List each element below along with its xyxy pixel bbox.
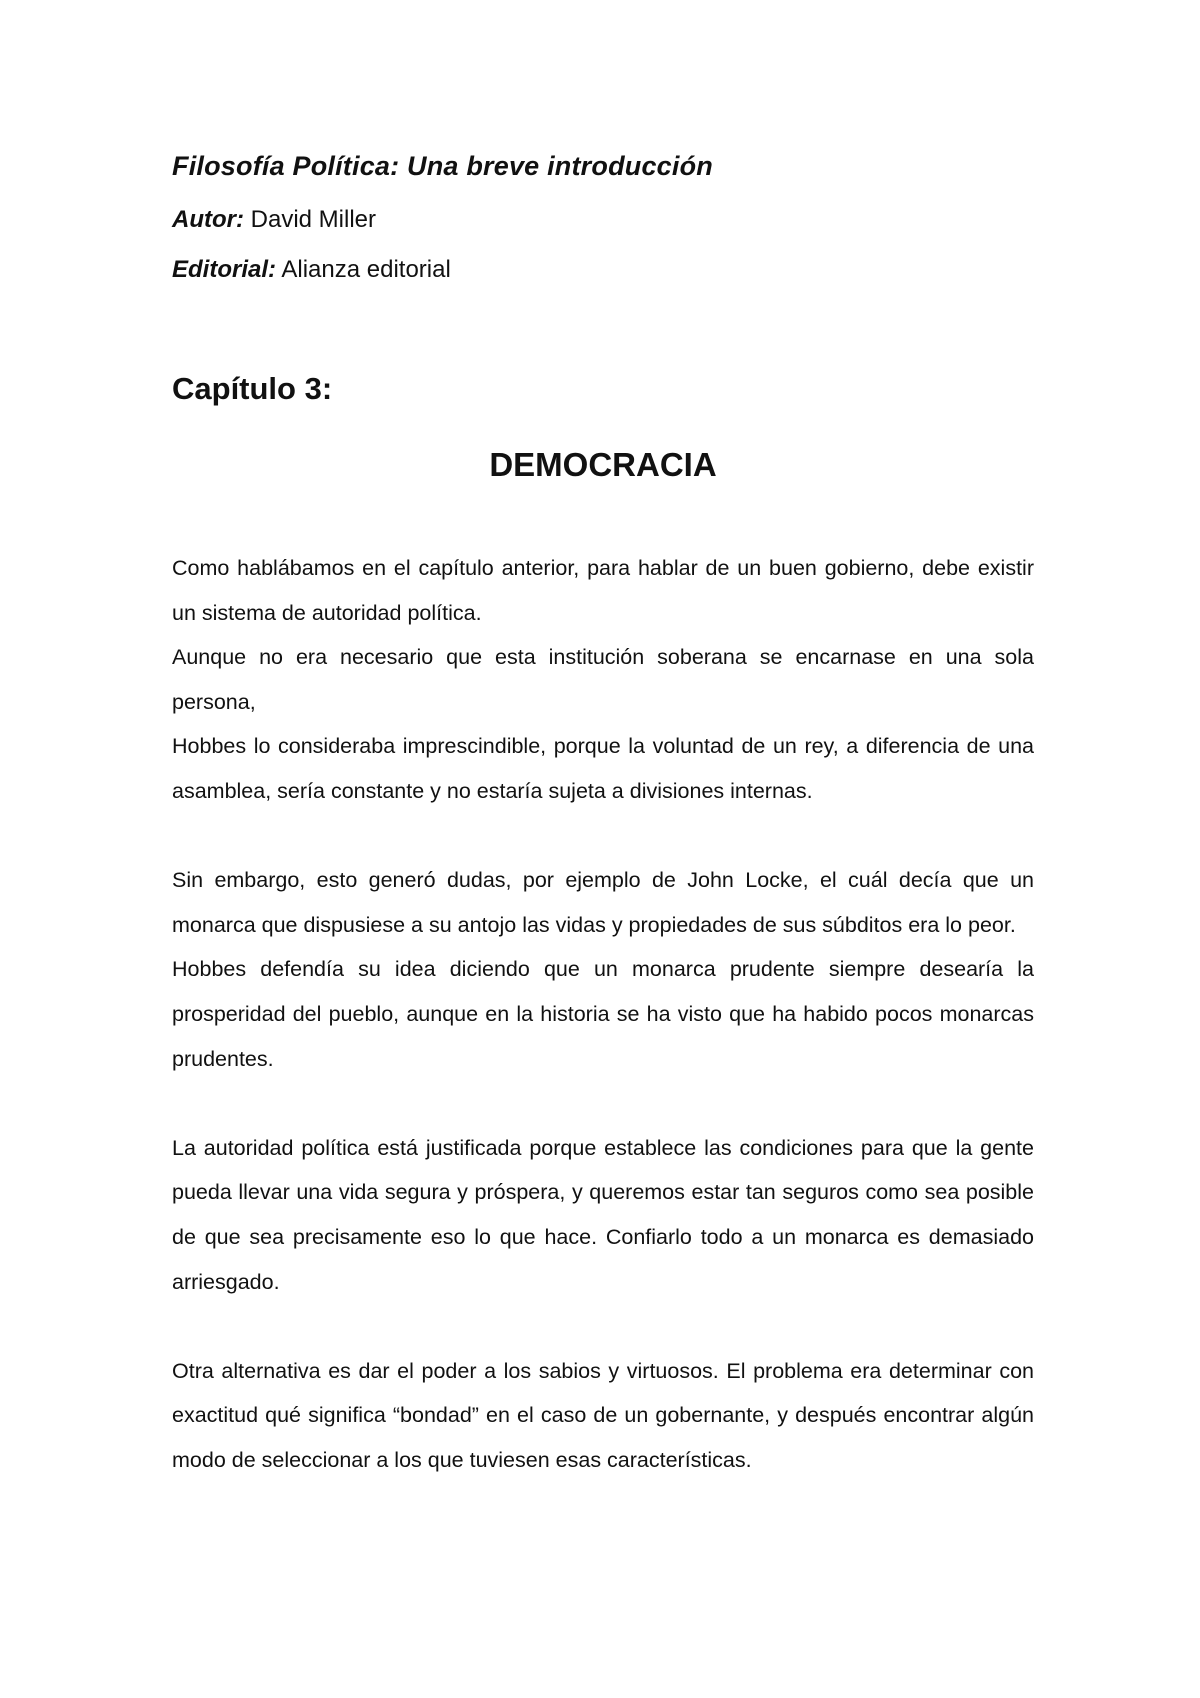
paragraph-line: Sin embargo, esto generó dudas, por ejemplo de John Locke, el cuál decía que un monarca que dispusiese a su antojo las vidas y propiedades de sus súbditos era lo peor. [172, 868, 1034, 937]
book-title: Filosofía Política: Una breve introducción [172, 151, 713, 181]
publisher-line [172, 248, 1034, 292]
author-label: Autor: [172, 206, 244, 233]
publisher-label: Editorial: [172, 256, 277, 283]
paragraph-2 [172, 858, 1034, 1081]
paragraph-line: Aunque no era necesario que esta institución soberana se encarnase en una sola persona, [172, 645, 1034, 714]
chapter-title: DEMOCRACIA [489, 446, 717, 483]
chapter-heading: Capítulo 3: [172, 371, 333, 406]
paragraph-line: La autoridad política está justificada porque establece las condiciones para que la gente pueda llevar una vida segura y próspera, y queremos estar tan seguros como sea posible de que sea precisamente eso lo que hace. Confiarlo todo a un monarca es demasiado arriesgado. [172, 1135, 1034, 1294]
paragraph-line: Hobbes lo consideraba imprescindible, porque la voluntad de un rey, a diferencia de una asamblea, sería constante y no estaría sujeta a divisiones internas. [172, 734, 1034, 803]
paragraph-line: Como hablábamos en el capítulo anterior, para hablar de un buen gobierno, debe existir un sistema de autoridad política. [172, 556, 1034, 625]
author-value: David Miller [250, 206, 377, 233]
author-line [172, 198, 1034, 242]
paragraph-4 [172, 1349, 1034, 1483]
publisher-value: Alianza editorial [281, 256, 451, 283]
paragraph-line: Otra alternativa es dar el poder a los sabios y virtuosos. El problema era determinar con exactitud qué significa “bondad” en el caso de un gobernante, y después encontrar algún modo de seleccionar a los que tuviesen esas características. [172, 1358, 1034, 1472]
paragraph-line: Hobbes defendía su idea diciendo que un monarca prudente siempre desearía la prosperidad del pueblo, aunque en la historia se ha visto que ha habido pocos monarcas prudentes. [172, 957, 1034, 1071]
document-content [172, 144, 1034, 1482]
paragraph-1 [172, 546, 1034, 814]
paragraph-3 [172, 1126, 1034, 1304]
